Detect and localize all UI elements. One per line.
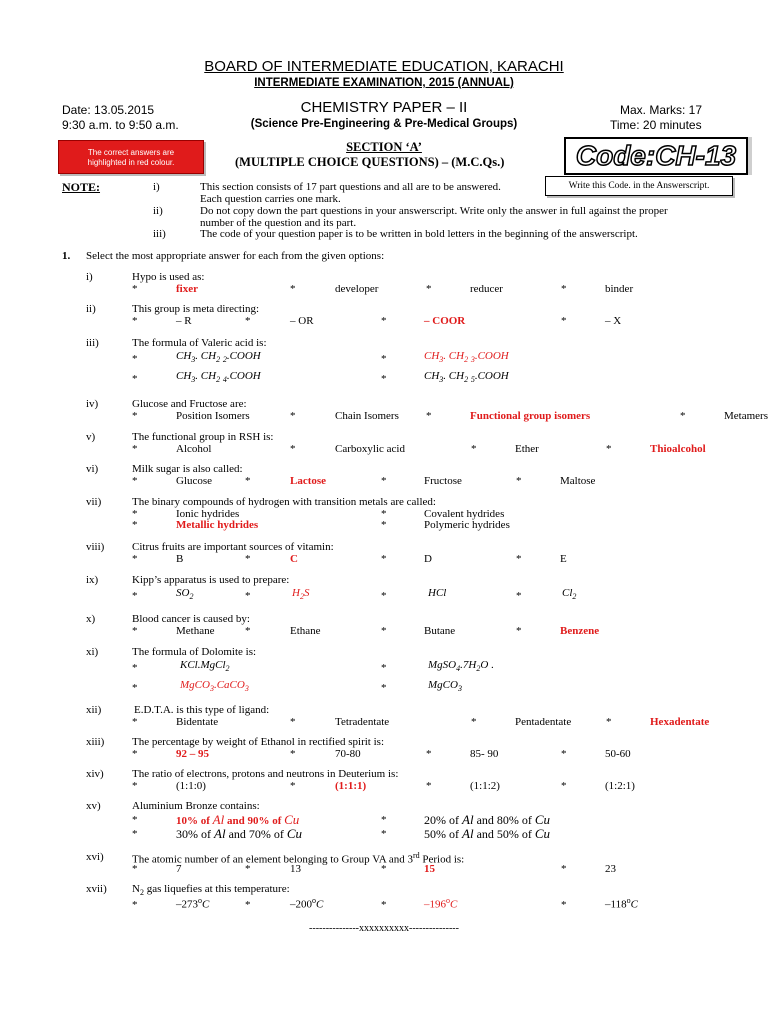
option: 30% of Al and 70% of Cu — [176, 826, 303, 841]
option: Covalent hydrides — [424, 508, 505, 520]
note-item-1-num: i) — [153, 181, 160, 193]
option: $SO_2$ — [176, 587, 194, 602]
exam-date: Date: 13.05.2015 — [62, 103, 155, 117]
option-correct: Thioalcohol — [650, 443, 706, 455]
mcq-ix: ix) Kipp’s apparatus is used to prepare: * $SO_2$ * $H_2S$ * HCl * $Cl_2$ — [86, 574, 577, 602]
option: reducer — [470, 283, 503, 295]
mcq-number: xii) — [86, 704, 102, 716]
option: (1:2:1) — [605, 780, 635, 792]
option-correct: – COOR — [424, 315, 466, 327]
note-item-1-line2: Each question carries one mark. — [200, 193, 341, 205]
mcq-stem: E.D.T.A. is this type of ligand: — [134, 704, 270, 716]
board-title: BOARD OF INTERMEDIATE EDUCATION, KARACHI — [204, 58, 564, 75]
mcq-ii: ii) This group is meta directing: * – R * – OR * – COOR * – X — [86, 303, 622, 327]
option: 85- 90 — [470, 748, 499, 760]
mcq-number: xvii) — [86, 883, 107, 895]
option: D — [424, 553, 432, 565]
mcq-stem: The atomic number of an element belonging to Group VA and 3rd Period is: — [132, 851, 465, 866]
option-correct: fixer — [176, 283, 198, 295]
mcq-stem: Glucose and Fructose are: — [132, 398, 247, 410]
mcq-number: iv) — [86, 398, 99, 410]
option: Ether — [515, 443, 539, 455]
option: 23 — [605, 863, 616, 875]
option: Position Isomers — [176, 410, 250, 422]
option: 7 — [176, 863, 182, 875]
mcq-number: vii) — [86, 496, 102, 508]
mcq-stem: Blood cancer is caused by: — [132, 613, 250, 625]
option: HCl — [428, 587, 447, 599]
mcq-x: x) Blood cancer is caused by: * Methane * Ethane * Butane * Benzene — [86, 613, 600, 637]
note-item-1-line1: This section consists of 17 part questions and all are to be answered. — [200, 181, 501, 193]
option: $CH_3$. $CH_2$ $_5$.COOH — [424, 370, 509, 385]
option-correct: $CH_3$. $CH_2$ $_3$.COOH — [424, 350, 509, 365]
mcq-xv: xv) Aluminium Bronze contains: * 10% of Al and 90% of Cu * 20% of Al and 80% of Cu * 30% of Al and 70% of Cu * 50% of Al and 50% of Cu — [86, 800, 551, 841]
option: – R — [176, 315, 192, 327]
paper-title: CHEMISTRY PAPER – II — [300, 99, 468, 116]
mcq-xii: xii) E.D.T.A. is this type of ligand: * Bidentate * Tetradentate * Pentadentate * Hexadentate — [86, 704, 710, 728]
option: Polymeric hydrides — [424, 519, 510, 531]
mcq-xi: xi) The formula of Dolomite is: * KCl.MgCl$_2$ * $MgSO_4.7H_2O$ . * MgCO$_3$.CaCO$_3$ * MgCO$_3$ — [86, 646, 494, 694]
mcq-number: x) — [86, 613, 96, 625]
option: B — [176, 553, 184, 565]
mcq-stem: The formula of Dolomite is: — [132, 646, 257, 658]
mcq-number: xiv) — [86, 768, 104, 780]
mcq-number: iii) — [86, 337, 99, 349]
exam-duration: Time: 20 minutes — [610, 118, 702, 132]
option: –118$^o$C — [605, 896, 638, 911]
option: 20% of Al and 80% of Cu — [424, 812, 551, 827]
option: 50% of Al and 50% of Cu — [424, 826, 551, 841]
mcq-stem: The functional group in RSH is: — [132, 431, 274, 443]
option-correct: 10% of Al and 90% of Cu — [176, 812, 300, 827]
mcq-number: ii) — [86, 303, 96, 315]
option-correct: Lactose — [290, 475, 327, 487]
paper-code: Code:CH-13 — [564, 137, 748, 175]
option: Methane — [176, 625, 215, 637]
mcq-stem: Hypo is used as: — [132, 271, 205, 283]
question-1-text: Select the most appropriate answer for each from the given options: — [86, 250, 385, 262]
option: Tetradentate — [335, 716, 390, 728]
option: –200$^o$C — [290, 896, 324, 911]
exam-time-range: 9:30 a.m. to 9:50 a.m. — [62, 118, 179, 132]
mcq-i: i) Hypo is used as: * fixer * developer * reducer * binder — [86, 271, 634, 295]
option: 50-60 — [605, 748, 631, 760]
max-marks: Max. Marks: 17 — [620, 103, 703, 117]
option: binder — [605, 283, 634, 295]
option-correct: –196$^o$C — [424, 896, 458, 911]
option: – X — [605, 315, 622, 327]
mcq-stem: Kipp’s apparatus is used to prepare: — [132, 574, 290, 586]
red-notice-line1: The correct answers are — [87, 148, 175, 157]
option-correct: (1:1:1) — [335, 780, 367, 792]
option: $CH_3$. $CH_2$ $_4$.COOH — [176, 370, 261, 385]
mcq-stem: Citrus fruits are important sources of vitamin: — [132, 541, 334, 553]
mcq-xvi: xvi) The atomic number of an element belonging to Group VA and 3rd Period is: * 7 * 13 * 15 * 23 — [86, 851, 616, 875]
exam-title: INTERMEDIATE EXAMINATION, 2015 (ANNUAL) — [254, 77, 514, 89]
option: –273$^o$C — [176, 896, 210, 911]
mcq-number: vi) — [86, 463, 99, 475]
option: $Cl_2$ — [562, 587, 577, 602]
mcq-iii: iii) The formula of Valeric acid is: * $CH_3$. $CH_2$ $_2$.COOH * $CH_3$. $CH_2$ $_3$.COOH * $CH_3$. $CH_2$ $_4$.COOH * $CH_3$. $CH_2$ $_5$.COOH — [86, 337, 509, 385]
option-correct: Benzene — [560, 625, 600, 637]
mcq-iv: iv) Glucose and Fructose are: * Position Isomers * Chain Isomers * Functional group isomers * Metamers — [86, 398, 768, 422]
mcq-xiii: xiii) The percentage by weight of Ethanol in rectified spirit is: * 92 – 95 * 70-80 * 85- 90 * 50-60 — [86, 736, 631, 760]
option: (1:1:0) — [176, 780, 206, 792]
code-note-box — [545, 176, 733, 196]
option: Glucose — [176, 475, 213, 487]
mcq-stem: Aluminium Bronze contains: — [132, 800, 260, 812]
option: Butane — [424, 625, 456, 637]
paper-groups: (Science Pre-Engineering & Pre-Medical Groups) — [250, 118, 518, 130]
mcq-number: viii) — [86, 541, 105, 553]
mcq-viii: viii) Citrus fruits are important sources of vitamin: * B * C * D * E — [86, 541, 567, 565]
note-item-2-num: ii) — [153, 205, 163, 217]
option: E — [560, 553, 567, 565]
mcq-vii: vii) The binary compounds of hydrogen with transition metals are called: * Ionic hydrides * Covalent hydrides * Metallic hydrides * Polymeric hydrides — [86, 496, 510, 531]
mcq-stem: Milk sugar is also called: — [132, 463, 243, 475]
option: Ethane — [290, 625, 321, 637]
note-item-3-num: iii) — [153, 228, 166, 240]
question-1-number: 1. — [62, 250, 71, 262]
section-subtitle: (MULTIPLE CHOICE QUESTIONS) – (M.C.Qs.) — [235, 155, 505, 169]
mcq-stem: $N_2$ gas liquefies at this temperature: — [132, 883, 290, 898]
mcq-number: xvi) — [86, 851, 104, 863]
option: Ionic hydrides — [176, 508, 240, 520]
mcq-stem: This group is meta directing: — [132, 303, 260, 315]
mcq-stem: The ratio of electrons, protons and neutrons in Deuterium is: — [132, 768, 399, 780]
mcq-number: xv) — [86, 800, 101, 812]
option: Maltose — [560, 475, 596, 487]
red-notice-line2: highlighted in red colour. — [87, 158, 175, 167]
option: (1:1:2) — [470, 780, 500, 792]
option: Chain Isomers — [335, 410, 399, 422]
option-correct: C — [290, 553, 298, 565]
mcq-vi: vi) Milk sugar is also called: * Glucose * Lactose * Fructose * Maltose — [86, 463, 596, 487]
option: developer — [335, 283, 379, 295]
note-item-3-line1: The code of your question paper is to be written in bold letters in the beginning of the answerscript. — [200, 228, 638, 240]
option-correct: Hexadentate — [650, 716, 710, 728]
option: Fructose — [424, 475, 462, 487]
option-correct: Metallic hydrides — [176, 519, 259, 531]
code-note-text: Write this Code. in the Answerscript. — [568, 181, 710, 191]
option: 70-80 — [335, 748, 361, 760]
mcq-stem: The percentage by weight of Ethanol in rectified spirit is: — [132, 736, 385, 748]
mcq-stem: The binary compounds of hydrogen with transition metals are called: — [132, 496, 436, 508]
mcq-number: ix) — [86, 574, 99, 586]
option: KCl.MgCl$_2$ — [180, 659, 230, 674]
section-title: SECTION ‘A’ — [346, 140, 422, 154]
option: Alcohol — [176, 443, 212, 455]
mcq-number: xi) — [86, 646, 99, 658]
option-correct: Functional group isomers — [470, 410, 591, 422]
mcq-number: xiii) — [86, 736, 105, 748]
option: – OR — [290, 315, 314, 327]
option-correct: $H_2S$ — [292, 587, 310, 602]
option: Metamers — [724, 410, 768, 422]
end-marker: ---------------xxxxxxxxxx--------------- — [309, 923, 459, 934]
note-item-2-line1: Do not copy down the part questions in your answerscript. Write only the answer in full against the proper — [200, 205, 668, 217]
option: Bidentate — [176, 716, 219, 728]
option: $MgSO_4.7H_2O$ . — [428, 659, 494, 674]
note-label: NOTE: — [62, 180, 101, 194]
option: $CH_3$. $CH_2$ $_2$.COOH — [176, 350, 261, 365]
option: MgCO$_3$ — [428, 679, 462, 694]
mcq-v: v) The functional group in RSH is: * Alcohol * Carboxylic acid * Ether * Thioalcohol — [86, 431, 706, 455]
option: Carboxylic acid — [335, 443, 405, 455]
mcq-stem: The formula of Valeric acid is: — [132, 337, 267, 349]
option: Pentadentate — [515, 716, 572, 728]
option-correct: 92 – 95 — [176, 748, 209, 760]
option-correct: 15 — [424, 863, 435, 875]
mcq-number: v) — [86, 431, 96, 443]
option: 13 — [290, 863, 301, 875]
mcq-xvii: xvii) $N_2$ gas liquefies at this temperature: * –273$^o$C * –200$^o$C * –196$^o$C * –118$^o$C — [86, 883, 638, 911]
note-item-2-line2: number of the question and its part. — [200, 217, 357, 229]
mcq-xiv: xiv) The ratio of electrons, protons and neutrons in Deuterium is: * (1:1:0) * (1:1:1) * (1:1:2) * (1:2:1) — [86, 768, 635, 792]
option-correct: MgCO$_3$.CaCO$_3$ — [180, 679, 249, 694]
mcq-number: i) — [86, 271, 93, 283]
